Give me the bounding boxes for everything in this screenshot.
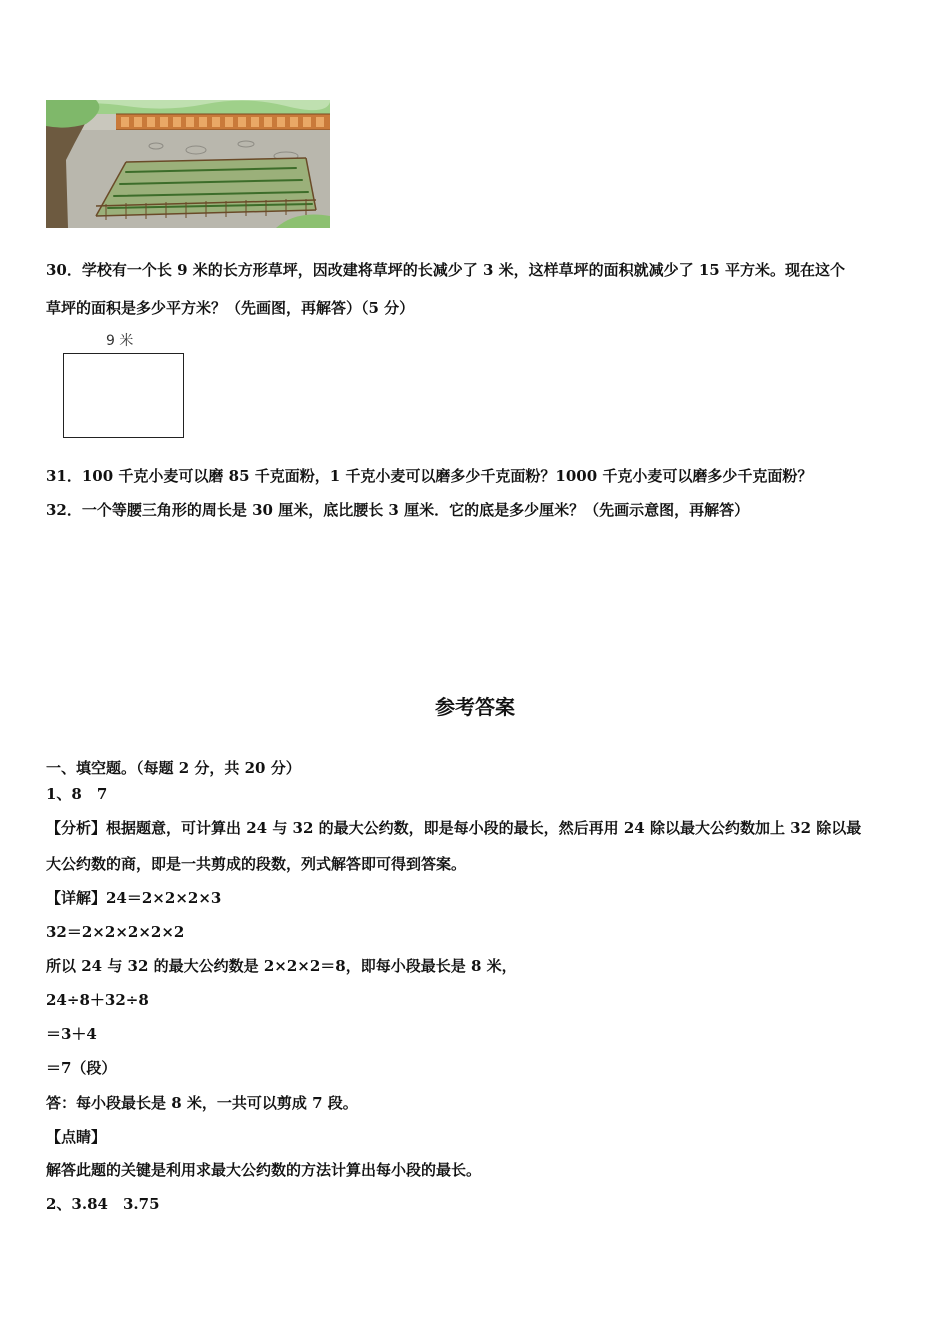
- answer-1-detail-1: 【详解】24＝2×2×2×3: [46, 889, 222, 907]
- answer-1-detail-6: ＝7（段）: [46, 1059, 117, 1077]
- answer-1-analysis-line-1: 【分析】根据题意，可计算出 24 与 32 的最大公约数，即是每小段的最长，然后再用 24 除以最大公约数加上 32 除以最: [46, 819, 862, 837]
- answer-1-conclusion: 答：每小段最长是 8 米，一共可以剪成 7 段。: [46, 1094, 358, 1112]
- answer-1-detail-4: 24÷8＋32÷8: [46, 991, 149, 1009]
- answer-1-detail-3: 所以 24 与 32 的最大公约数是 2×2×2＝8，即每小段最长是 8 米，: [46, 957, 517, 975]
- question-30-line-1: 30．学校有一个长 9 米的长方形草坪，因改建将草坪的长减少了 3 米，这样草坪的面积就减少了 15 平方米。现在这个: [46, 261, 845, 279]
- answer-1-remark: 解答此题的关键是利用求最大公约数的方法计算出每小段的最长。: [46, 1161, 482, 1179]
- rectangle-length-label: 9 米: [106, 333, 134, 349]
- question-31: 31．100 千克小麦可以磨 85 千克面粉，1 千克小麦可以磨多少千克面粉？1000 千克小麦可以磨多少千克面粉？: [46, 467, 813, 485]
- garden-illustration: [46, 100, 330, 228]
- question-30-line-2: 草坪的面积是多少平方米？（先画图，再解答）（5 分）: [46, 299, 415, 317]
- section-1-heading: 一、填空题。（每题 2 分，共 20 分）: [46, 759, 301, 777]
- answers-title: 参考答案: [435, 695, 515, 719]
- answer-1-detail-5: ＝3＋4: [46, 1025, 97, 1043]
- question-32: 32．一个等腰三角形的周长是 30 厘米，底比腰长 3 厘米．它的底是多少厘米？（先画示意图，再解答）: [46, 501, 750, 519]
- answer-1: 1、8 7: [46, 785, 108, 803]
- answer-1-detail-2: 32＝2×2×2×2×2: [46, 923, 185, 941]
- answer-2: 2、3.84 3.75: [46, 1195, 160, 1213]
- answer-1-analysis-line-2: 大公约数的商，即是一共剪成的段数，列式解答即可得到答案。: [46, 855, 467, 873]
- lawn-rectangle-figure: [63, 353, 184, 438]
- answer-1-remark-label: 【点睛】: [46, 1128, 107, 1146]
